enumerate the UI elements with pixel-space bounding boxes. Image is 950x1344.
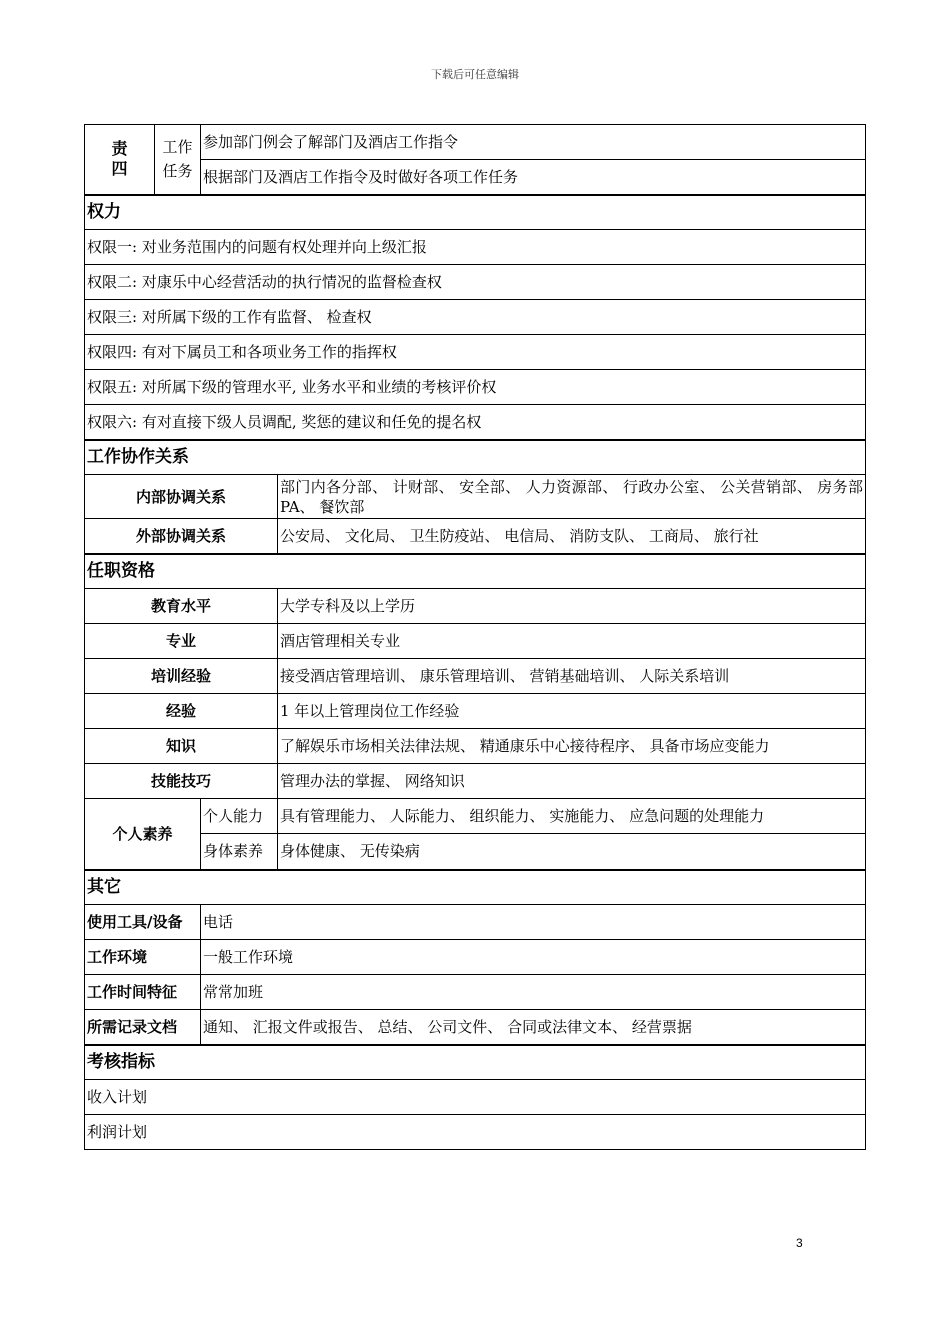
internal-relations-line-1: 部门内各分部、 计财部、 安全部、 人力资源部、 行政办公室、 公关营销部、 房务部 [280, 477, 863, 496]
ability-value: 具有管理能力、 人际能力、 组织能力、 实施能力、 应急问题的处理能力 [278, 799, 866, 834]
docs-value: 通知、 汇报文件或报告、 总结、 公司文件、 合同或法律文本、 经营票据 [201, 1010, 866, 1045]
knowledge-label: 知识 [85, 729, 278, 764]
physical-label: 身体素养 [201, 834, 278, 870]
internal-relations-value [278, 475, 866, 519]
other-title: 其它 [85, 870, 866, 905]
page-header: 下载后可任意编辑 [431, 68, 519, 81]
personal-label: 个人素养 [85, 799, 201, 870]
major-value: 酒店管理相关专业 [278, 624, 866, 659]
kpi-item: 利润计划 [85, 1115, 866, 1150]
duty4-sublabel: 工作 任务 [155, 125, 201, 195]
authority-item: 权限三: 对所属下级的工作有监督、 检查权 [85, 300, 866, 335]
ability-label: 个人能力 [201, 799, 278, 834]
skills-label: 技能技巧 [85, 764, 278, 799]
authority-item: 权限二: 对康乐中心经营活动的执行情况的监督检查权 [85, 265, 866, 300]
kpi-item: 收入计划 [85, 1080, 866, 1115]
authority-item: 权限六: 有对直接下级人员调配, 奖惩的建议和任免的提名权 [85, 405, 866, 440]
physical-value: 身体健康、 无传染病 [278, 834, 866, 870]
relations-title: 工作协作关系 [85, 440, 866, 475]
education-value: 大学专科及以上学历 [278, 589, 866, 624]
job-description-table [84, 124, 866, 1150]
page-number: 3 [796, 1236, 803, 1250]
time-label: 工作时间特征 [85, 975, 201, 1010]
qualifications-title: 任职资格 [85, 554, 866, 589]
external-relations-value: 公安局、 文化局、 卫生防疫站、 电信局、 消防支队、 工商局、 旅行社 [278, 519, 866, 554]
internal-relations-label: 内部协调关系 [85, 475, 278, 519]
env-label: 工作环境 [85, 940, 201, 975]
duty4-label: 责 四 [85, 125, 155, 195]
training-value: 接受酒店管理培训、 康乐管理培训、 营销基础培训、 人际关系培训 [278, 659, 866, 694]
skills-value: 管理办法的掌握、 网络知识 [278, 764, 866, 799]
experience-value: 1 年以上管理岗位工作经验 [278, 694, 866, 729]
authority-title: 权力 [85, 195, 866, 230]
env-value: 一般工作环境 [201, 940, 866, 975]
major-label: 专业 [85, 624, 278, 659]
duty4-item-1: 参加部门例会了解部门及酒店工作指令 [201, 125, 866, 160]
authority-item: 权限一: 对业务范围内的问题有权处理并向上级汇报 [85, 230, 866, 265]
time-value: 常常加班 [201, 975, 866, 1010]
internal-relations-line-2: PA、 餐饮部 [280, 497, 365, 516]
tools-value: 电话 [201, 905, 866, 940]
duty4-item-2: 根据部门及酒店工作指令及时做好各项工作任务 [201, 160, 866, 195]
kpi-title: 考核指标 [85, 1045, 866, 1080]
external-relations-label: 外部协调关系 [85, 519, 278, 554]
authority-item: 权限五: 对所属下级的管理水平, 业务水平和业绩的考核评价权 [85, 370, 866, 405]
knowledge-value: 了解娱乐市场相关法律法规、 精通康乐中心接待程序、 具备市场应变能力 [278, 729, 866, 764]
docs-label: 所需记录文档 [85, 1010, 201, 1045]
training-label: 培训经验 [85, 659, 278, 694]
tools-label: 使用工具/设备 [85, 905, 201, 940]
experience-label: 经验 [85, 694, 278, 729]
authority-item: 权限四: 有对下属员工和各项业务工作的指挥权 [85, 335, 866, 370]
education-label: 教育水平 [85, 589, 278, 624]
